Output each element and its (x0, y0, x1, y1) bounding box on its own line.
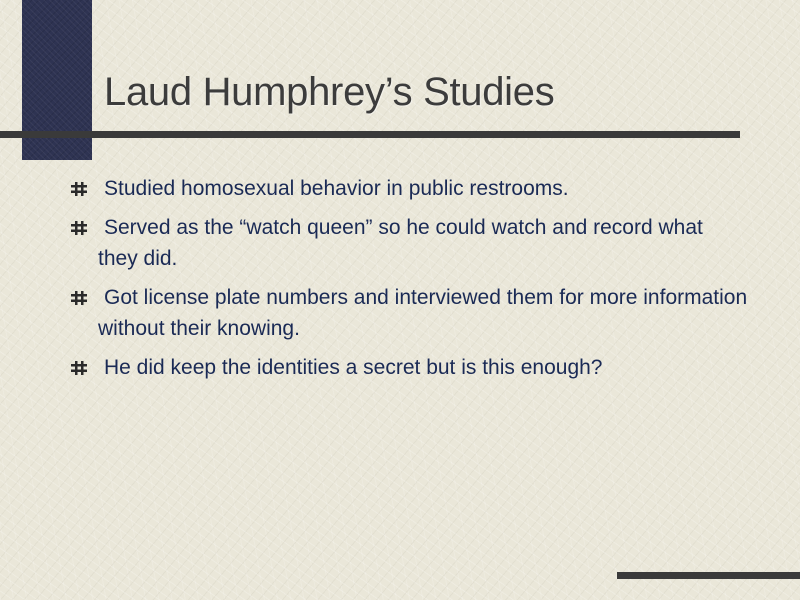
bullet-text: Studied homosexual behavior in public restrooms. (104, 177, 569, 200)
bullet-text: Served as the “watch queen” so he could watch and record what they did. (98, 216, 703, 270)
title-underline-rule (0, 131, 740, 138)
footer-rule (617, 572, 800, 579)
bullet-text: He did keep the identities a secret but is this enough? (104, 356, 603, 379)
bullet-text: Got license plate numbers and interviewed them for more information without their knowing. (98, 286, 748, 340)
square-bullet-icon (71, 361, 87, 375)
square-bullet-icon (71, 221, 87, 235)
square-bullet-icon (71, 291, 87, 305)
slide-title: Laud Humphrey’s Studies (104, 70, 555, 114)
bullet-item (68, 282, 748, 344)
bullet-item (68, 212, 748, 274)
square-bullet-icon (71, 182, 87, 196)
bullet-item (68, 173, 748, 204)
bullet-list (68, 173, 748, 391)
bullet-item (68, 352, 748, 383)
